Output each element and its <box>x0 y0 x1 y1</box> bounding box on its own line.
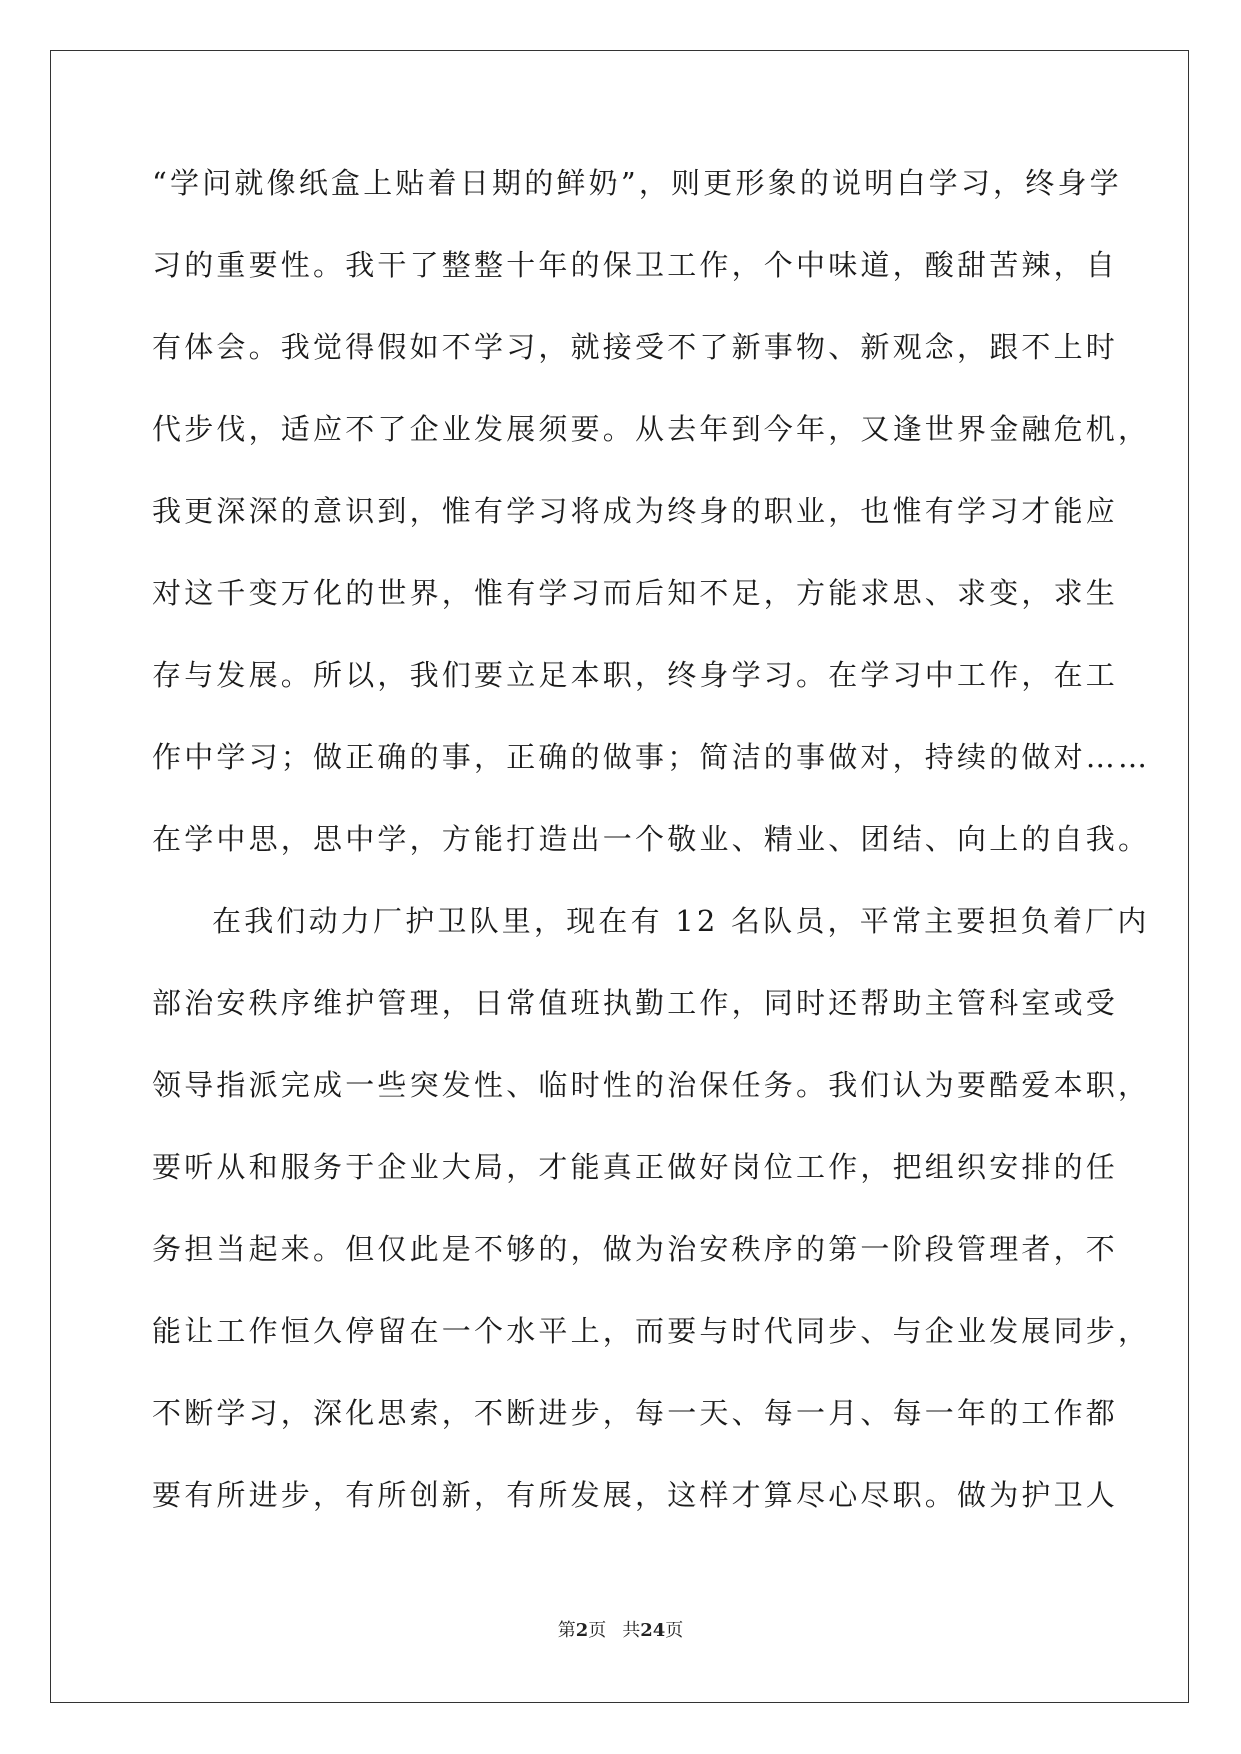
text-line: 习的重要性。我干了整整十年的保卫工作，个中味道，酸甜苦辣，自 <box>152 248 1119 282</box>
text-line: 存与发展。所以，我们要立足本职，终身学习。在学习中工作，在工 <box>152 658 1119 692</box>
text-line: 代步伐，适应不了企业发展须要。从去年到今年，又逢世界金融危机， <box>152 412 1151 446</box>
text-line: 有体会。我觉得假如不学习，就接受不了新事物、新观念，跟不上时 <box>152 330 1119 364</box>
text-line: 我更深深的意识到，惟有学习将成为终身的职业，也惟有学习才能应 <box>152 494 1119 528</box>
text-line: 领导指派完成一些突发性、临时性的治保任务。我们认为要酷爱本职， <box>152 1068 1151 1102</box>
text-line: 能让工作恒久停留在一个水平上，而要与时代同步、与企业发展同步， <box>152 1314 1151 1348</box>
text-line: “学问就像纸盒上贴着日期的鲜奶”，则更形象的说明白学习，终身学 <box>152 166 1122 200</box>
text-line: 要听从和服务于企业大局，才能真正做好岗位工作，把组织安排的任 <box>152 1150 1119 1184</box>
text-line: 对这千变万化的世界，惟有学习而后知不足，方能求思、求变，求生 <box>152 576 1119 610</box>
page-footer <box>0 1619 1241 1643</box>
page-number: 2 <box>575 1620 589 1641</box>
text-line: 部治安秩序维护管理，日常值班执勤工作，同时还帮助主管科室或受 <box>152 986 1119 1020</box>
total-prefix: 共 <box>622 1620 641 1641</box>
text-line: 要有所进步，有所创新，有所发展，这样才算尽心尽职。做为护卫人 <box>152 1478 1119 1512</box>
page-suffix: 页 <box>588 1620 607 1641</box>
text-line: 务担当起来。但仅此是不够的，做为治安秩序的第一阶段管理者，不 <box>152 1232 1119 1266</box>
total-pages: 24 <box>640 1620 666 1641</box>
text-line-indented: 在我们动力厂护卫队里，现在有 12 名队员，平常主要担负着厂内 <box>212 904 1150 938</box>
text-line: 不断学习，深化思索，不断进步，每一天、每一月、每一年的工作都 <box>152 1396 1119 1430</box>
document-body <box>152 163 1151 1557</box>
text-line: 在学中思，思中学，方能打造出一个敬业、精业、团结、向上的自我。 <box>152 822 1151 856</box>
text-line: 作中学习；做正确的事，正确的做事；简洁的事做对，持续的做对…… <box>152 740 1151 774</box>
total-suffix: 页 <box>665 1620 684 1641</box>
page-prefix: 第 <box>557 1620 576 1641</box>
